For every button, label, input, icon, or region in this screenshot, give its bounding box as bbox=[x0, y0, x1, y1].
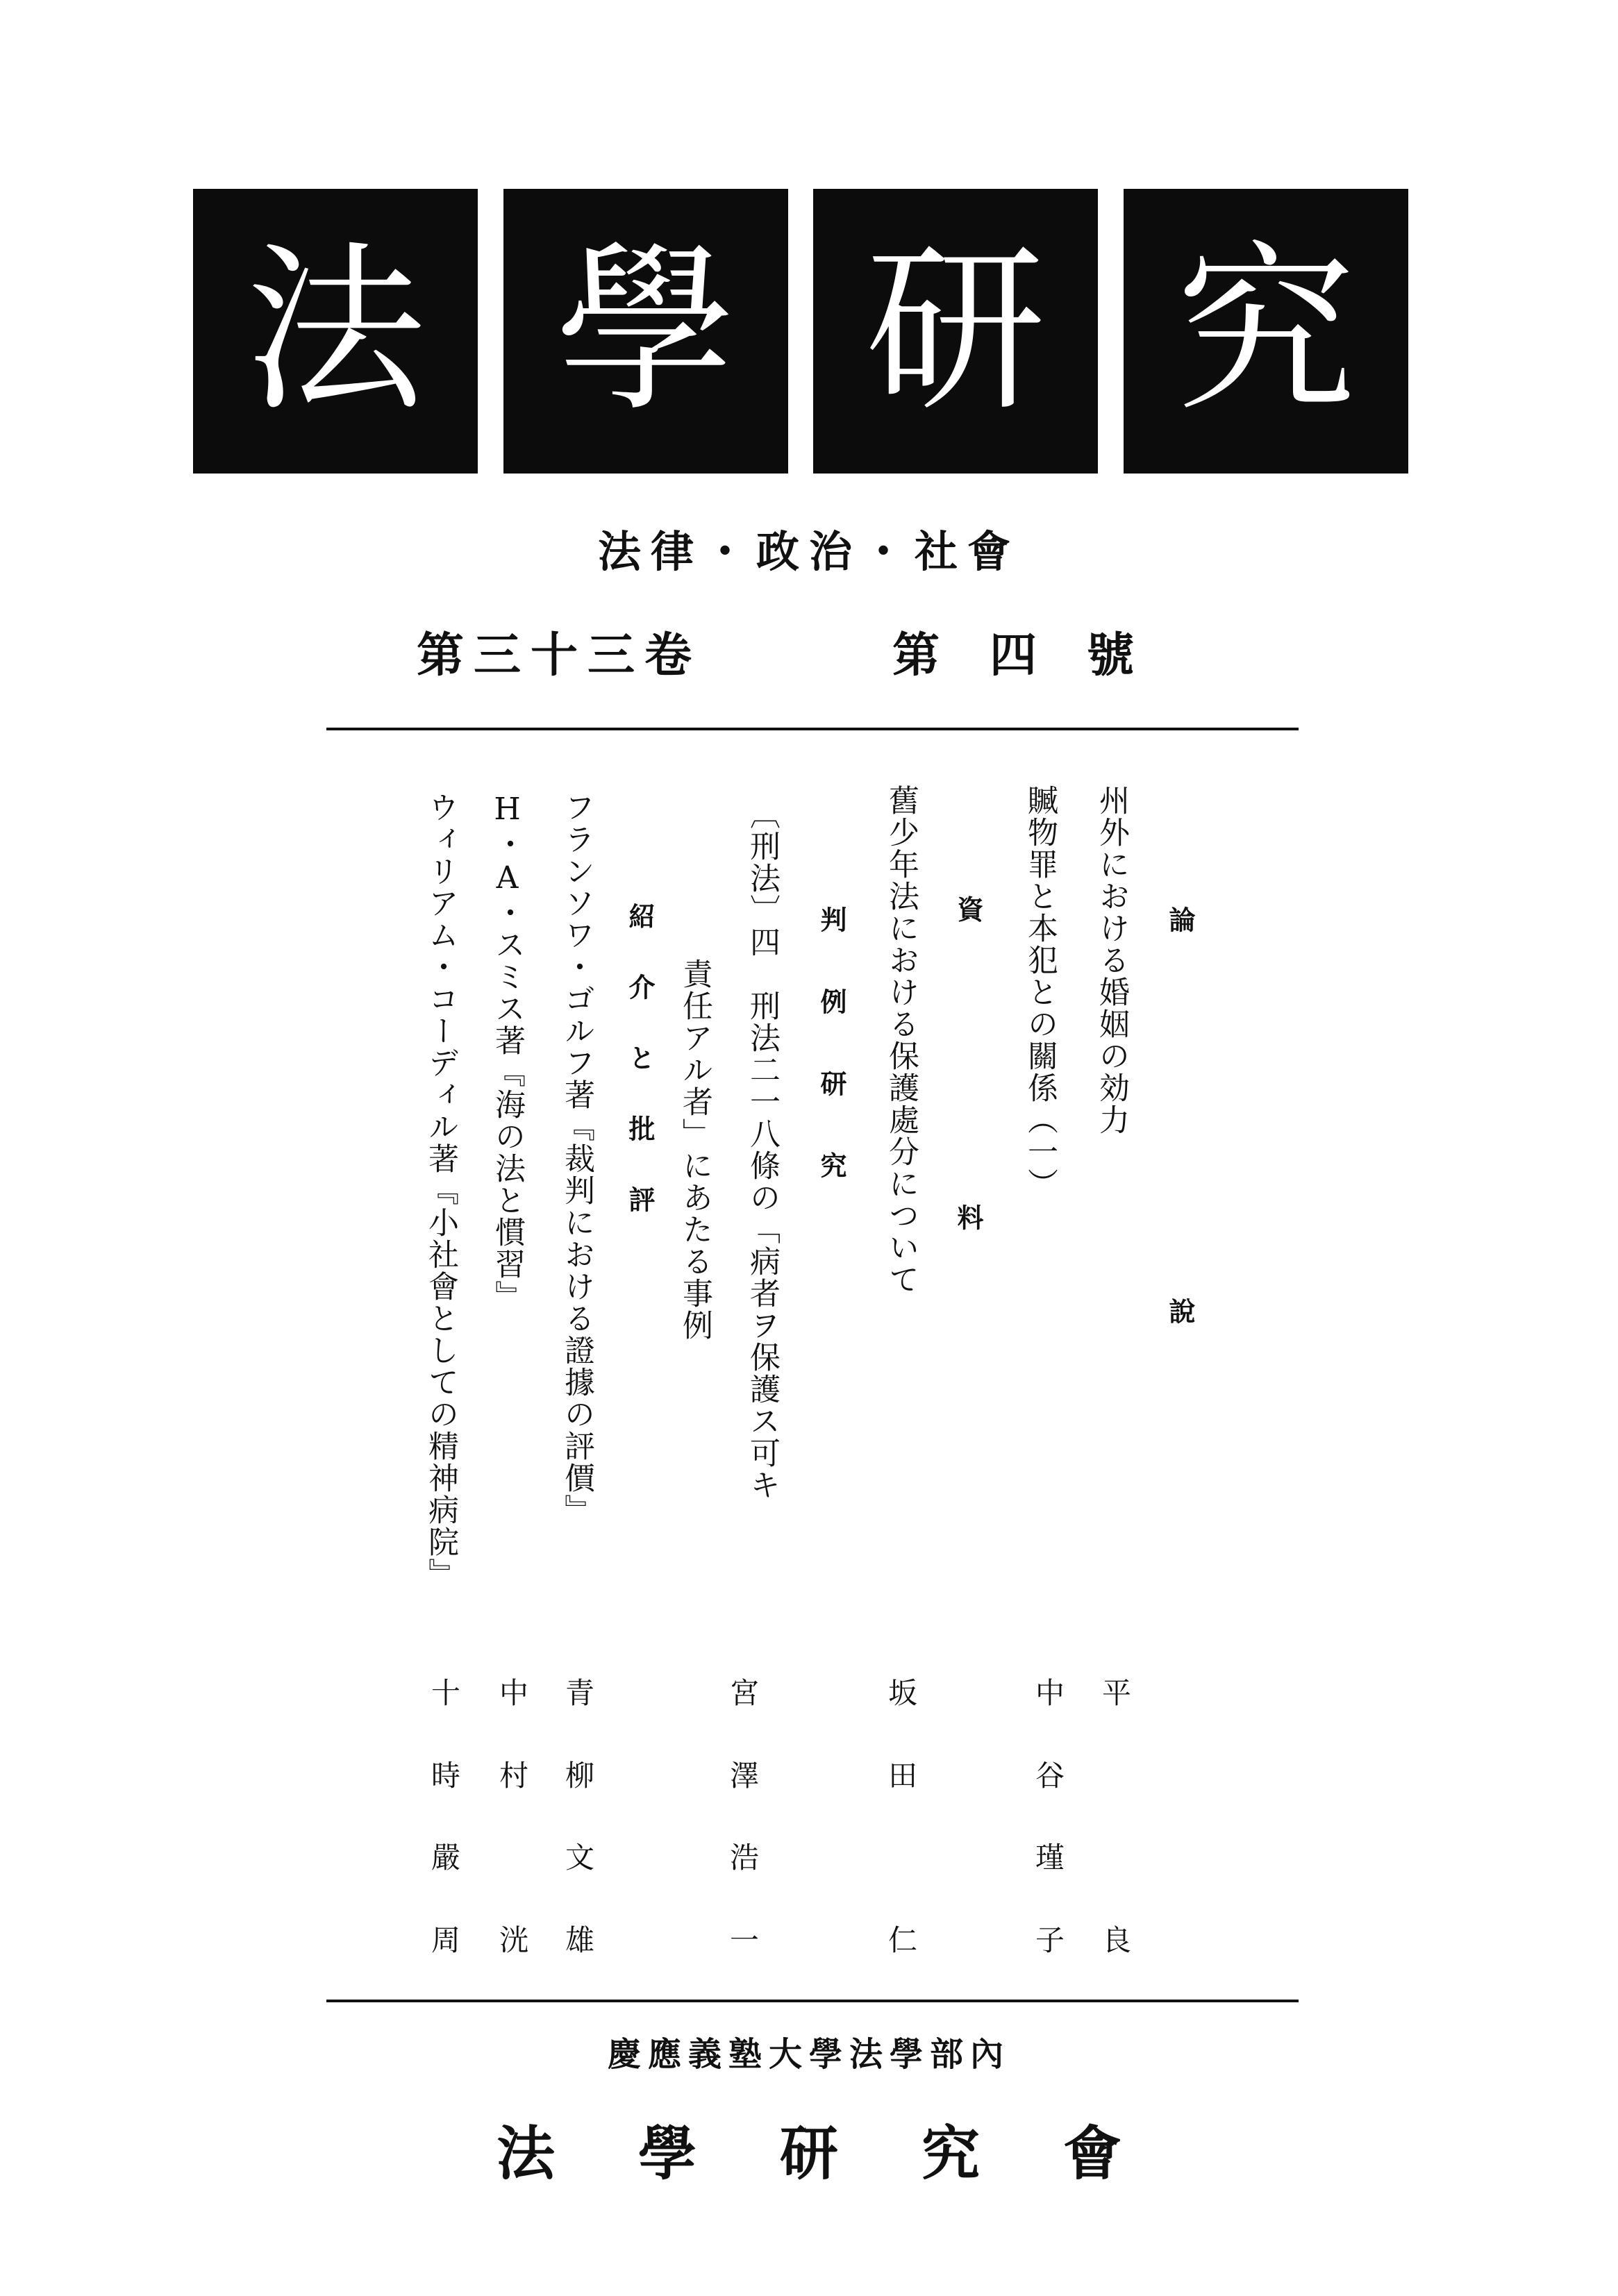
author-char: 十 bbox=[431, 1676, 460, 1710]
toc-item: ウィリアム・コーディル著『小社會としての精神病院』 bbox=[423, 791, 458, 1590]
masthead-char-2 bbox=[503, 189, 788, 474]
bottom-divider bbox=[326, 2000, 1299, 2002]
masthead-char-2-text: 學 bbox=[556, 226, 736, 436]
author-char: 周 bbox=[431, 1922, 460, 1957]
toc-item: H・A・スミス著『海の法と慣習』 bbox=[490, 791, 525, 1312]
author-char: 平 bbox=[1101, 1676, 1131, 1710]
toc-item: フランソワ・ゴルフ著『裁判における證據の評價』 bbox=[559, 791, 594, 1526]
author-char: 時 bbox=[431, 1758, 460, 1793]
author-char: 雄 bbox=[565, 1922, 594, 1957]
section-heading-articles: 論 說 bbox=[1165, 906, 1195, 1428]
author-char: 中 bbox=[499, 1676, 528, 1710]
toc-item: 贓物罪と本犯との關係（一） bbox=[1022, 785, 1058, 1200]
author-char: 子 bbox=[1035, 1922, 1065, 1957]
toc-item: 責任アル者」にあたる事例 bbox=[677, 958, 712, 1341]
masthead-char-1 bbox=[193, 189, 478, 474]
toc-item: 州外における婚姻の効力 bbox=[1094, 785, 1129, 1136]
top-divider bbox=[326, 728, 1299, 730]
toc-item: 舊少年法における保護處分について bbox=[883, 785, 919, 1296]
masthead-char-4 bbox=[1124, 189, 1408, 474]
author-name bbox=[882, 1676, 924, 1957]
subtitle: 法律・政治・社會 bbox=[597, 526, 1020, 577]
author-char: 中 bbox=[1035, 1676, 1065, 1710]
author-name bbox=[559, 1676, 601, 1957]
author-char: 田 bbox=[887, 1758, 917, 1793]
section-heading-reviews: 紹 介 と 批 評 bbox=[624, 903, 655, 1219]
issue-number-label: 第四號 bbox=[892, 628, 1185, 683]
author-char: 柳 bbox=[565, 1758, 594, 1793]
publisher-affiliation: 慶應義塾大學法學部內 bbox=[607, 2035, 1010, 2074]
author-char: 宮 bbox=[729, 1676, 759, 1710]
masthead-char-3-text: 研 bbox=[865, 226, 1046, 436]
author-name bbox=[425, 1676, 467, 1957]
section-heading-case-studies: 判 例 研 究 bbox=[816, 906, 846, 1191]
author-name bbox=[493, 1676, 535, 1957]
author-char: 良 bbox=[1101, 1923, 1131, 1957]
author-char: 洸 bbox=[499, 1922, 528, 1957]
author-name bbox=[1029, 1676, 1071, 1957]
author-char: 谷 bbox=[1035, 1758, 1065, 1793]
author-char: 村 bbox=[499, 1758, 528, 1793]
author-char: 青 bbox=[565, 1676, 594, 1710]
author-char: 文 bbox=[565, 1841, 594, 1875]
author-name bbox=[1096, 1676, 1137, 1957]
volume-label: 第三十三卷 bbox=[417, 628, 702, 683]
masthead-char-3 bbox=[813, 189, 1098, 474]
masthead bbox=[193, 189, 1374, 474]
toc-item: 〔刑法〕四 刑法二一八條の「病者ヲ保護ス可キ bbox=[744, 798, 780, 1501]
author-char: 澤 bbox=[729, 1758, 759, 1793]
author-char: 仁 bbox=[887, 1922, 917, 1957]
author-char: 一 bbox=[729, 1922, 759, 1957]
author-name bbox=[724, 1676, 765, 1957]
masthead-char-1-text: 法 bbox=[245, 226, 426, 436]
author-char: 嚴 bbox=[431, 1841, 460, 1875]
masthead-char-4-text: 究 bbox=[1176, 226, 1356, 436]
author-char: 浩 bbox=[729, 1841, 759, 1875]
publisher-name: 法學研究會 bbox=[496, 2119, 1205, 2188]
section-heading-materials: 資 料 bbox=[953, 896, 983, 1307]
author-char: 瑾 bbox=[1035, 1841, 1065, 1875]
author-char: 坂 bbox=[887, 1676, 917, 1710]
